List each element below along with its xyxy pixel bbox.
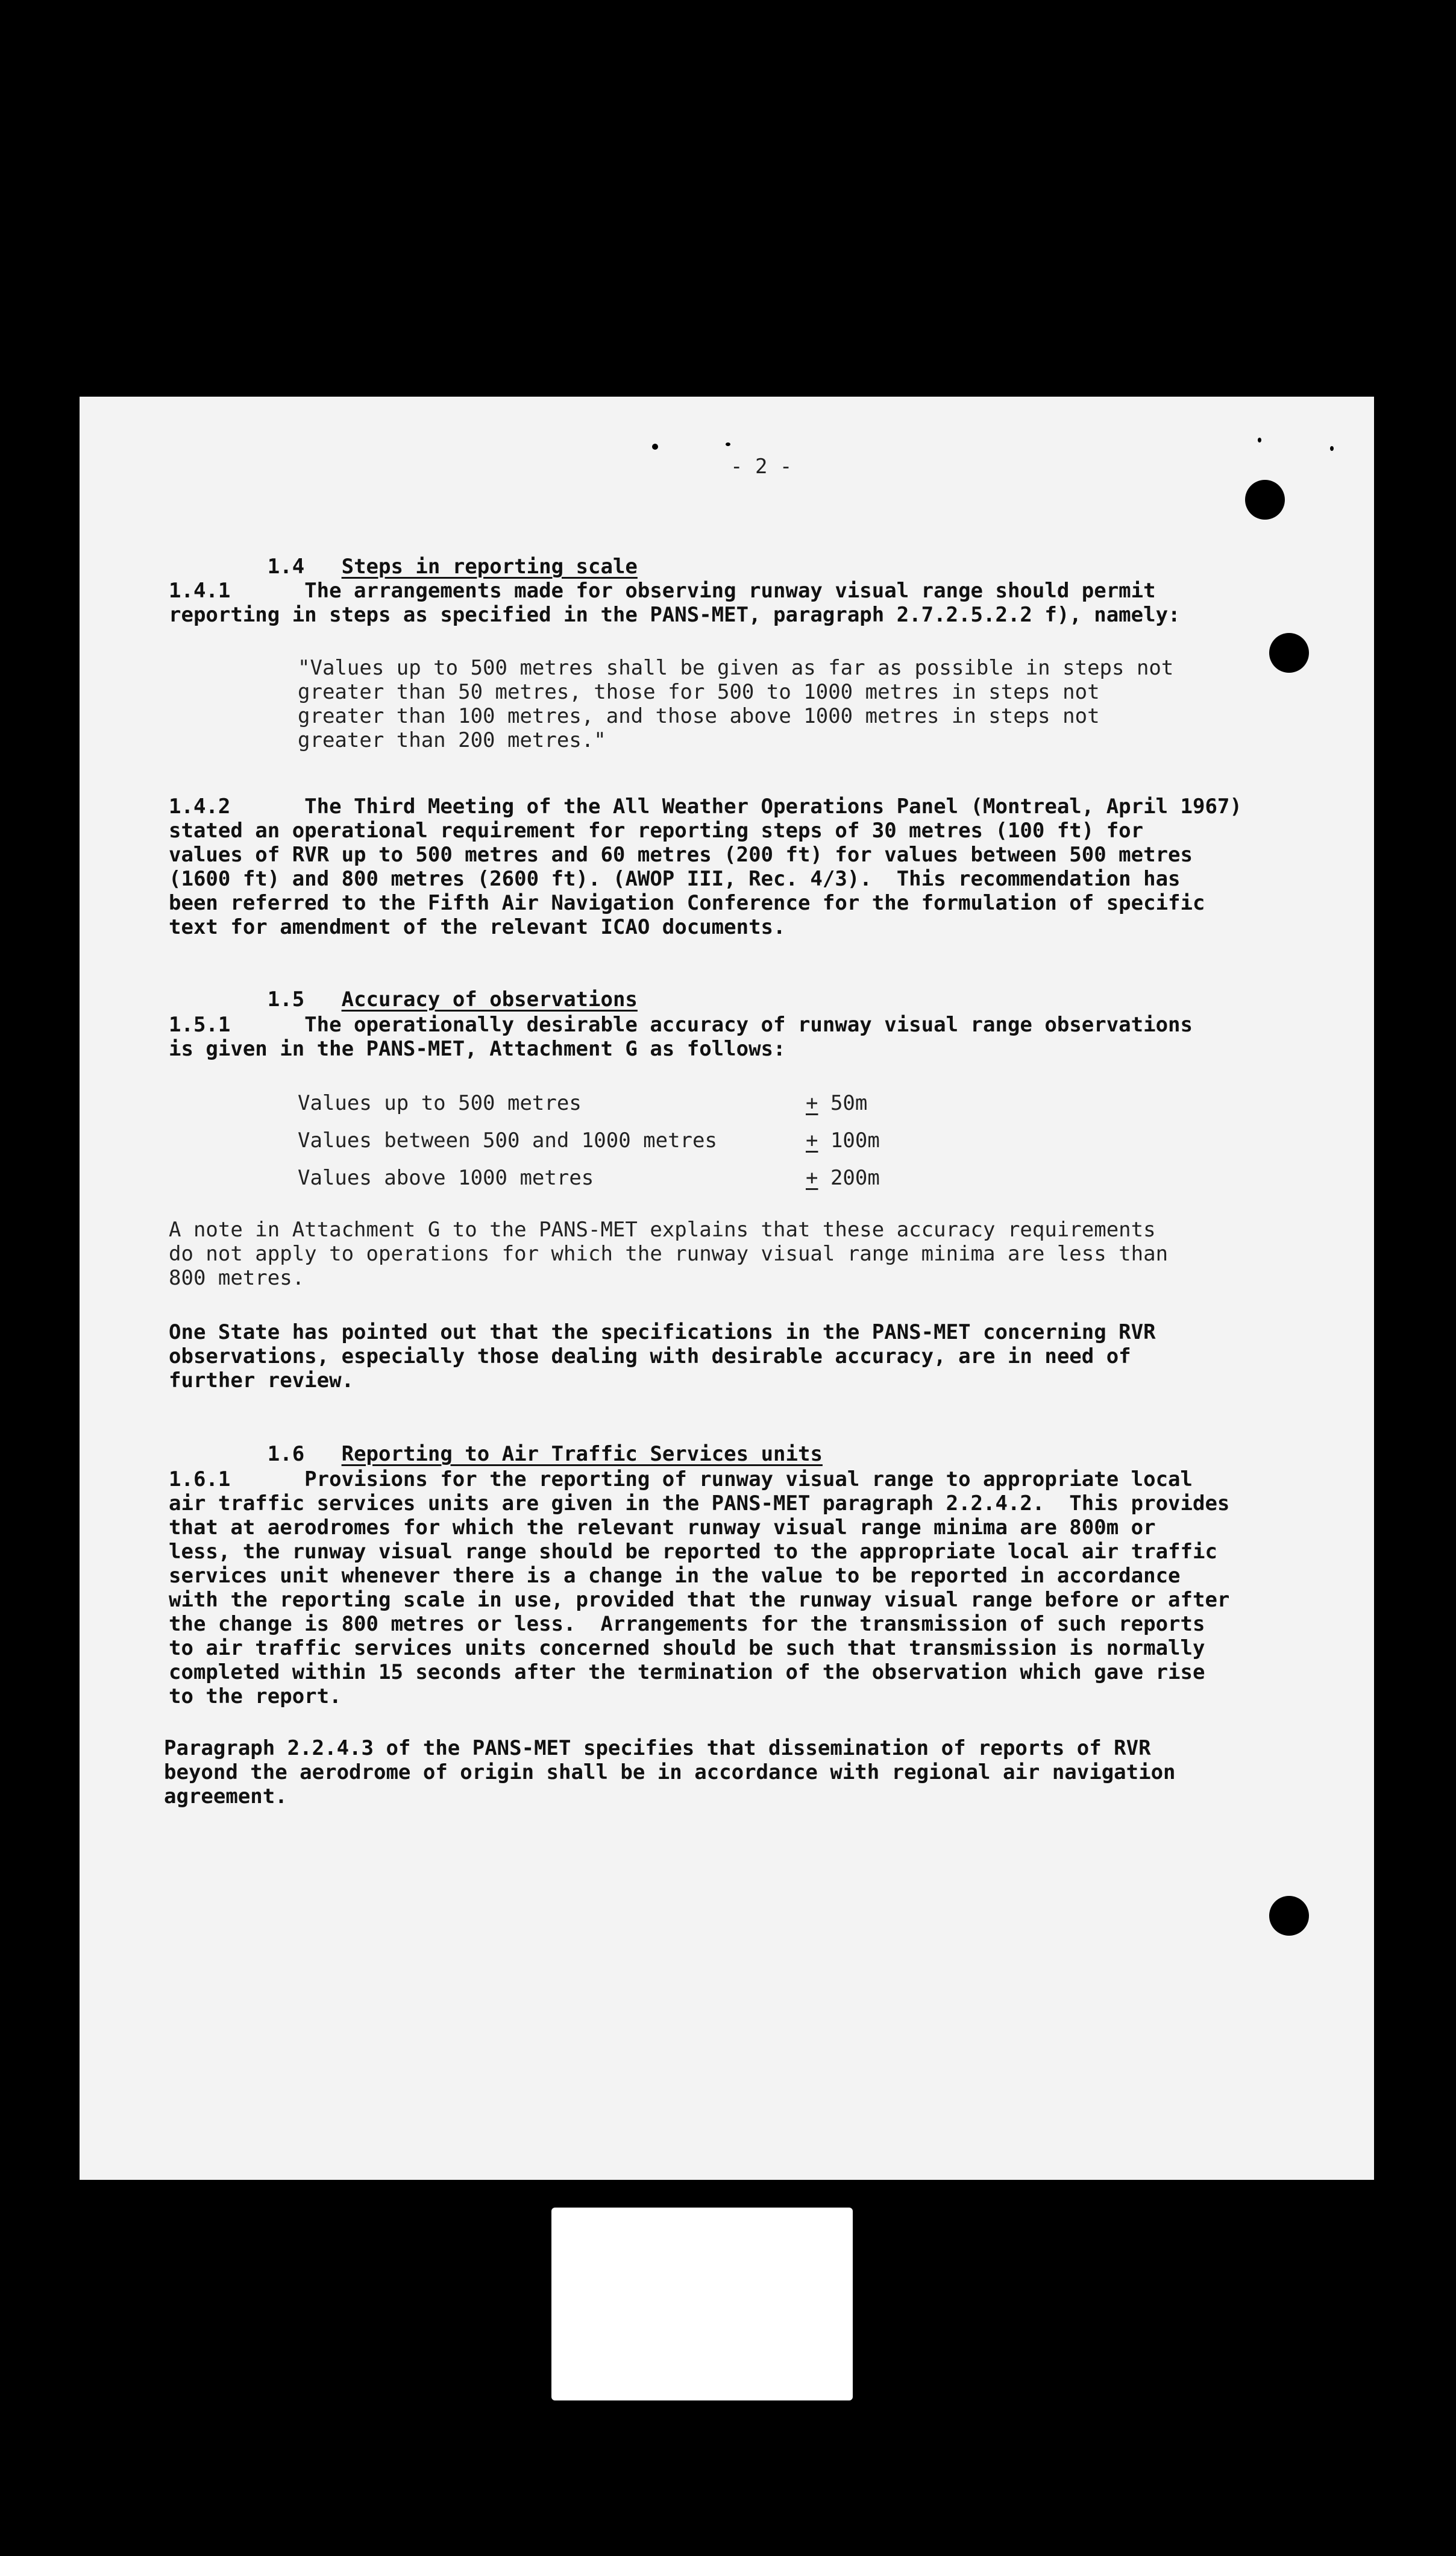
paragraph-line: 1.6.1 Provisions for the reporting of runway visual range to appropriate local xyxy=(169,1467,1193,1491)
document-text xyxy=(80,397,1374,2180)
document-page xyxy=(80,397,1374,2180)
paragraph-line: 1.5.1 The operationally desirable accuracy of runway visual range observations xyxy=(169,1013,1193,1037)
accuracy-amount: 100m xyxy=(818,1128,880,1153)
paragraph-line: (1600 ft) and 800 metres (2600 ft). (AWOP III, Rec. 4/3). This recommendation has xyxy=(169,867,1181,891)
accuracy-label: Values above 1000 metres xyxy=(298,1166,594,1190)
accuracy-label: Values up to 500 metres xyxy=(298,1091,582,1115)
paragraph-line: Paragraph 2.2.4.3 of the PANS-MET specifies that dissemination of reports of RVR xyxy=(164,1736,1151,1760)
quote-line: greater than 50 metres, those for 500 to 1000 metres in steps not xyxy=(298,680,1100,704)
paragraph-line: text for amendment of the relevant ICAO documents. xyxy=(169,915,786,939)
paragraph-line: been referred to the Fifth Air Navigation Conference for the formulation of specific xyxy=(169,891,1205,915)
page-number: - 2 - xyxy=(730,455,792,479)
section-number: 1.6 xyxy=(267,1442,305,1466)
paragraph-line: further review. xyxy=(169,1368,354,1393)
quote-line: "Values up to 500 metres shall be given as far as possible in steps not xyxy=(298,656,1174,680)
paragraph-line: with the reporting scale in use, provided that the runway visual range before or after xyxy=(169,1588,1230,1612)
section-title: Reporting to Air Traffic Services units xyxy=(341,1442,823,1466)
section-number: 1.5 xyxy=(267,987,305,1012)
paragraph-line: beyond the aerodrome of origin shall be in accordance with regional air navigation xyxy=(164,1760,1176,1784)
paragraph-line: services unit whenever there is a change in the value to be reported in accordance xyxy=(169,1564,1181,1588)
accuracy-amount: 50m xyxy=(818,1091,868,1115)
quote-line: greater than 200 metres." xyxy=(298,728,606,752)
paragraph-line: 800 metres. xyxy=(169,1266,305,1290)
paragraph-line: 1.4.1 The arrangements made for observing runway visual range should permit xyxy=(169,579,1156,603)
paragraph-line: is given in the PANS-MET, Attachment G as follows: xyxy=(169,1037,786,1061)
paragraph-line: the change is 800 metres or less. Arrangements for the transmission of such reports xyxy=(169,1612,1205,1636)
paragraph-line: observations, especially those dealing with desirable accuracy, are in need of xyxy=(169,1344,1131,1368)
accuracy-value xyxy=(806,1091,867,1115)
accuracy-label: Values between 500 and 1000 metres xyxy=(298,1128,717,1153)
paragraph-line: completed within 15 seconds after the termination of the observation which gave rise xyxy=(169,1660,1205,1684)
paragraph-line: to the report. xyxy=(169,1684,342,1708)
accuracy-value xyxy=(806,1166,880,1190)
paragraph-line: that at aerodromes for which the relevant runway visual range minima are 800m or xyxy=(169,1516,1156,1540)
quote-line: greater than 100 metres, and those above 1000 metres in steps not xyxy=(298,704,1100,728)
section-number: 1.4 xyxy=(267,555,305,579)
blank-label xyxy=(551,2208,853,2400)
paragraph-line: do not apply to operations for which the runway visual range minima are less than xyxy=(169,1242,1169,1266)
accuracy-amount: 200m xyxy=(818,1166,880,1190)
section-title: Accuracy of observations xyxy=(341,987,638,1012)
accuracy-value xyxy=(806,1128,880,1153)
paragraph-line: A note in Attachment G to the PANS-MET explains that these accuracy requirements xyxy=(169,1218,1156,1242)
paragraph-line: One State has pointed out that the specifications in the PANS-MET concerning RVR xyxy=(169,1320,1156,1344)
paragraph-line: to air traffic services units concerned should be such that transmission is normally xyxy=(169,1636,1205,1660)
paragraph-line: 1.4.2 The Third Meeting of the All Weather Operations Panel (Montreal, April 1967) xyxy=(169,795,1242,819)
paragraph-line: stated an operational requirement for reporting steps of 30 metres (100 ft) for xyxy=(169,819,1144,843)
plus-minus-sign: + xyxy=(806,1166,818,1190)
paragraph-line: reporting in steps as specified in the PANS-MET, paragraph 2.7.2.5.2.2 f), namely: xyxy=(169,603,1181,627)
section-title: Steps in reporting scale xyxy=(341,555,638,579)
paragraph-line: agreement. xyxy=(164,1784,287,1808)
plus-minus-sign: + xyxy=(806,1091,818,1115)
paragraph-line: values of RVR up to 500 metres and 60 metres (200 ft) for values between 500 metres xyxy=(169,843,1193,867)
paragraph-line: air traffic services units are given in the PANS-MET paragraph 2.2.4.2. This provides xyxy=(169,1491,1230,1516)
paragraph-line: less, the runway visual range should be reported to the appropriate local air traffic xyxy=(169,1540,1217,1564)
plus-minus-sign: + xyxy=(806,1128,818,1153)
